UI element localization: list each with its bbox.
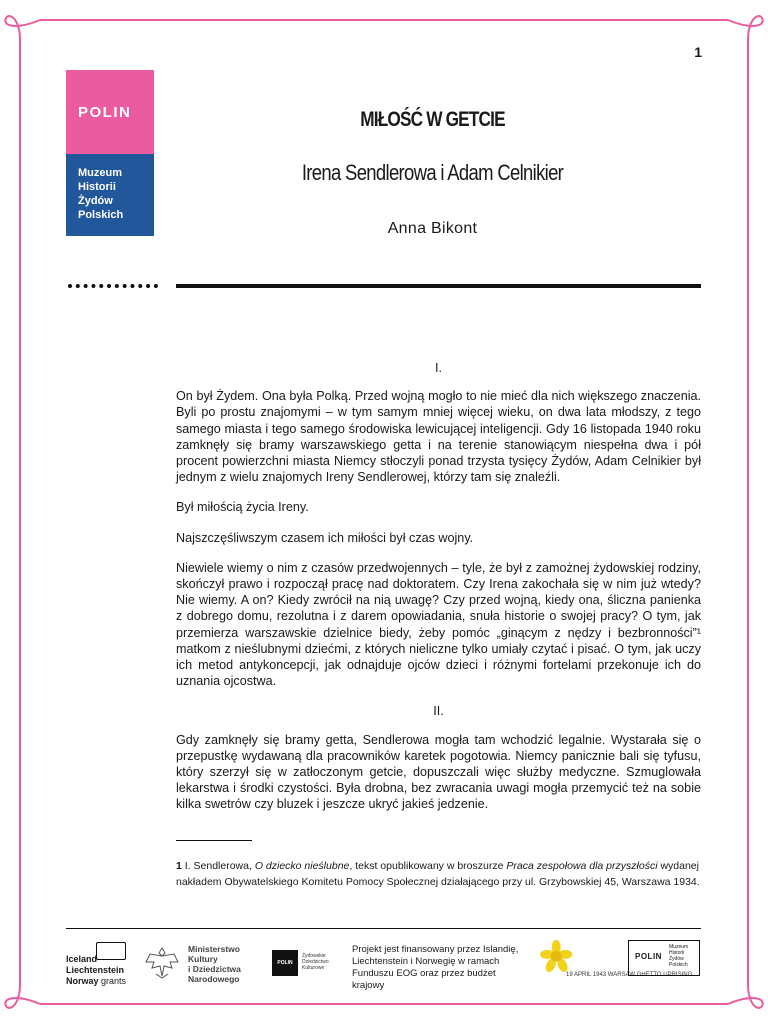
daffodil-text: 19 APRIL 1943 WARSAW GHETTO UPRISING [566,972,693,978]
ministry-line: Ministerstwo [188,944,240,954]
article-body [176,360,701,827]
dotted-divider [68,284,158,288]
polin-small-text: Muzeum Historii Żydów Polskich [669,944,689,968]
document-title: MIŁOŚĆ W GETCIE [360,108,505,131]
header-rule [176,284,701,288]
eea-grants-logo [66,942,136,987]
document-author: Anna Bikont [387,220,478,237]
paragraph: Był miłością życia Ireny. [176,500,309,515]
ministry-line: i Dziedzictwa [188,964,241,974]
section-heading: II. [433,704,444,719]
polin-logo-blue [66,154,154,236]
page-number: 1 [694,44,702,60]
logo-line: Żydów [78,195,113,207]
logo-line: Polskich [78,209,124,221]
eea-line: Liechtenstein [66,965,125,975]
footnote-text: wydanej nakładem Obywatelskiego Komitetu Pomocy Społecznej działającego przy ul. Grzybowskiej 45, Warszawa 1934. [176,860,700,888]
footnote-text: I. Sendlerowa, [184,860,255,872]
paragraph: Gdy zamknęły się bramy getta, Sendlerowa mogła tam wchodzić legalnie. Wystarała się o przepustkę wydawaną dla pracowników karetek pogotowia. Niemcy panicznie bali się tyfusu, który szerzył się w zatłoczonym getcie, dopuszczali więc służby medyczne. Szmuglowała lekarstwa i środki czystości. Była drobna, bez zwracania uwagi mogła przemycić też na sobie kilka swetrów czy bluzek i jeszcze ukryć jakieś jedzenie. [176,732,701,812]
eea-line: Norway [66,976,99,986]
ministry-line: Kultury [188,954,218,964]
footer-rule [66,928,701,929]
footnote-series: Praca zespołowa dla przyszłości [506,860,658,872]
footnote-number: 1 [176,860,182,872]
paragraph: Najszczęśliwszym czasem ich miłości był czas wojny. [176,530,474,545]
polin-brand: POLIN [78,104,132,121]
footnote-separator [176,840,252,841]
polin-small-logo [628,940,700,976]
eagle-emblem [142,944,182,980]
heritage-mark: POLIN [272,950,298,976]
eea-line: Iceland [66,954,98,964]
footnote [176,858,701,890]
heritage-logo [272,950,344,978]
footnote-text: , tekst opublikowany w broszurze [349,860,507,872]
polin-logo [66,70,154,236]
polin-logo-pink [66,70,154,154]
daffodil-icon [540,940,576,976]
document-subtitle: Irena Sendlerowa i Adam Celnikier [301,160,564,185]
eea-grants-icon [96,942,126,960]
logo-line: Historii [78,181,116,193]
polin-small-brand: POLIN [635,952,662,961]
ministry-text [188,944,241,984]
paragraph: Niewiele wiemy o nim z czasów przedwojennych – tyle, że był z zamożnej żydowskiej rodziny, skończył prawo i rozpoczął pracę nad doktoratem. Czy Irena zakochała się w nim już wtedy? Nie wiemy. A on? Kiedy zwrócił na nią uwagę? Czy przed wojną, kiedy ona, śliczna panienka z dobrego domu, rezolutna i z darem opowiadania, snuła historie o swojej pracy? O tym, jak przemierza warszawskie dzielnice biedy, żeby pomóc „ginącym z nędzy i bezbronności”¹ matkom z nieślubnymi dziećmi, z których nieliczne tylko umiały czytać i pisać. O tym, jak uczy ich metod antykoncepcji, jak odnajduje ojców dzieci i różnymi fortelami przekonuje ich do uznania ojcostwa. [176,560,701,689]
heritage-text: Żydowskie Dziedzictwo Kulturowe [302,953,329,971]
paragraph: On był Żydem. Ona była Polką. Przed wojną mogło to nie mieć dla nich większego znaczenia. Byli po prostu znajomymi – w tym samym mniej więcej wieku, on dwa lata młodszy, z tego samego miasta i tego samego środowiska lewicującej inteligencji. Gdy 16 listopada 1940 roku zamknęły się bramy warszawskiego getta i na terenie stanowiącym niespełna dwa i pół procent powierzchni miasta Niemcy stłoczyli ponad trzysta tysięcy Żydów, Adam Celnikier był jednym z wielu znajomych Ireny Sendlerowej, którzy tam się znaleźli. [176,389,701,485]
eea-grants: grants [101,976,127,986]
ministry-line: Narodowego [188,974,240,984]
footnote-title: O dziecko nieślubne [254,860,350,872]
funding-statement: Projekt jest finansowany przez Islandię, Liechtenstein i Norwegię w ramach Funduszu EOG oraz przez budżet krajowy [352,944,519,991]
ministry-logo [142,944,262,982]
section-heading: I. [435,361,442,375]
logo-line: Muzeum [78,167,122,179]
